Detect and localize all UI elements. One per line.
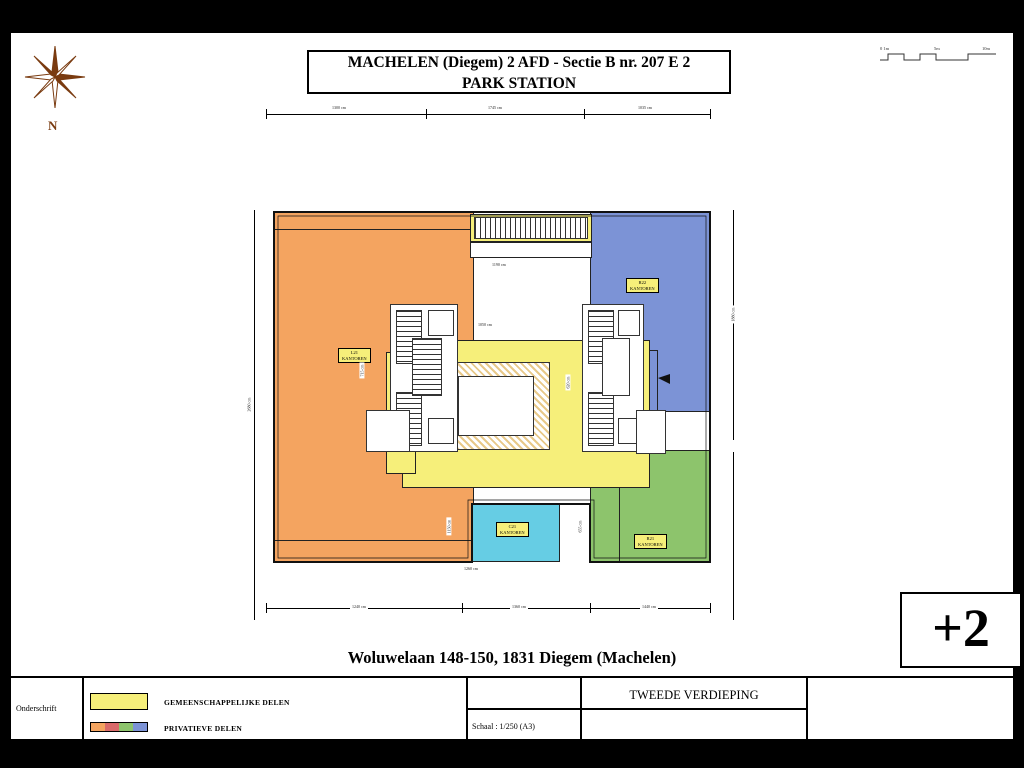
dim-left-line xyxy=(254,210,255,620)
dim-top-2: 1035 cm xyxy=(638,105,652,110)
dim-inner-0: 1190 cm xyxy=(492,262,506,267)
scale-label-1: 5m xyxy=(934,46,940,51)
plan-title-line2: PARK STATION xyxy=(461,75,577,92)
zone-L21-foot xyxy=(274,540,472,562)
room-code-C21: C21 xyxy=(508,524,517,529)
plan-title-box xyxy=(307,50,731,94)
legend-scale-label: Schaal : 1/250 (A3) xyxy=(472,722,535,731)
dim-right-0: 1880 cm xyxy=(730,307,736,322)
right-service-room xyxy=(636,410,666,454)
room-label-R21 xyxy=(634,534,667,549)
dim-top-line xyxy=(266,114,710,115)
right-stair-lower xyxy=(588,392,614,446)
plan-address-caption: Woluwelaan 148-150, 1831 Diegem (Machelen) xyxy=(347,648,677,667)
dim-inner-3: 620 cm xyxy=(565,376,571,389)
floor-level-badge: +2 xyxy=(900,592,1022,668)
plan-title-line1: MACHELEN (Diegem) 2 AFD - Sectie B nr. 207 E 2 xyxy=(347,54,691,71)
left-elevator-1 xyxy=(428,310,454,336)
compass-north-label: N xyxy=(48,118,58,133)
legend-block xyxy=(10,676,1014,740)
legend-divider-1 xyxy=(82,678,84,740)
legend-floor-label: TWEEDE VERDIEPING xyxy=(629,688,759,702)
room-name-L21: KANTOREN xyxy=(342,355,367,361)
dim-inner-6: 1260 cm xyxy=(464,566,478,571)
top-corridor-stair xyxy=(474,217,588,239)
room-code-L21: L21 xyxy=(350,350,358,355)
dim-inner-2: 715 cm xyxy=(359,364,365,377)
scale-label-2: 10m xyxy=(982,46,991,51)
dim-tick xyxy=(710,109,711,119)
dim-right-line-2 xyxy=(733,452,734,620)
room-code-R21: R21 xyxy=(646,536,655,541)
room-name-R21: KANTOREN xyxy=(638,541,663,547)
legend-swatch-common xyxy=(90,693,148,710)
dim-bottom-2: 1440 cm xyxy=(642,604,656,609)
dim-bottom-0: 1240 cm xyxy=(352,604,366,609)
legend-label-common: GEMEENSCHAPPELIJKE DELEN xyxy=(164,698,290,707)
left-service-room xyxy=(366,410,410,452)
legend-label-private: PRIVATIEVE DELEN xyxy=(164,724,243,733)
legend-divider-6 xyxy=(580,708,806,710)
scale-bar xyxy=(878,46,1000,72)
dim-tick xyxy=(710,603,711,613)
legend-divider-4 xyxy=(806,678,808,740)
dim-inner-5: 655 cm xyxy=(577,520,583,533)
dim-tick xyxy=(584,109,585,119)
room-label-L21 xyxy=(338,348,371,363)
central-shaft xyxy=(458,376,534,436)
dim-tick xyxy=(590,603,591,613)
floorplan-drawing xyxy=(190,105,830,652)
left-elevator-2 xyxy=(428,418,454,444)
left-stair-mid xyxy=(412,338,442,396)
scale-label-0: 0 1m xyxy=(880,46,890,51)
compass-rose-icon xyxy=(22,42,92,142)
dim-left-0: 2680 cm xyxy=(246,397,252,412)
right-stair-mid xyxy=(602,338,630,396)
zone-L21-top xyxy=(274,212,474,230)
room-name-C21: KANTOREN xyxy=(500,529,525,535)
dim-top-1: 1745 cm xyxy=(488,105,502,110)
dim-bottom-1: 1360 cm xyxy=(512,604,526,609)
dim-tick xyxy=(266,603,267,613)
floorplan-sheet xyxy=(8,30,1016,742)
dim-tick xyxy=(462,603,463,613)
room-code-R22: R22 xyxy=(638,280,647,285)
dim-inner-4: 1150 cm xyxy=(446,519,452,534)
dim-inner-1: 1050 cm xyxy=(478,322,492,327)
room-name-R22: KANTOREN xyxy=(630,285,655,291)
dim-tick xyxy=(266,109,267,119)
right-elevator-1 xyxy=(618,310,640,336)
room-label-C21 xyxy=(496,522,529,537)
zone-service-strip xyxy=(470,242,592,258)
dim-tick xyxy=(426,109,427,119)
dim-top-0: 1300 cm xyxy=(332,105,346,110)
legend-swatch-private xyxy=(90,722,148,732)
room-label-R22 xyxy=(626,278,659,293)
legend-onderschrift-label: Onderschrift xyxy=(16,704,57,713)
dim-right-line-1 xyxy=(733,210,734,440)
